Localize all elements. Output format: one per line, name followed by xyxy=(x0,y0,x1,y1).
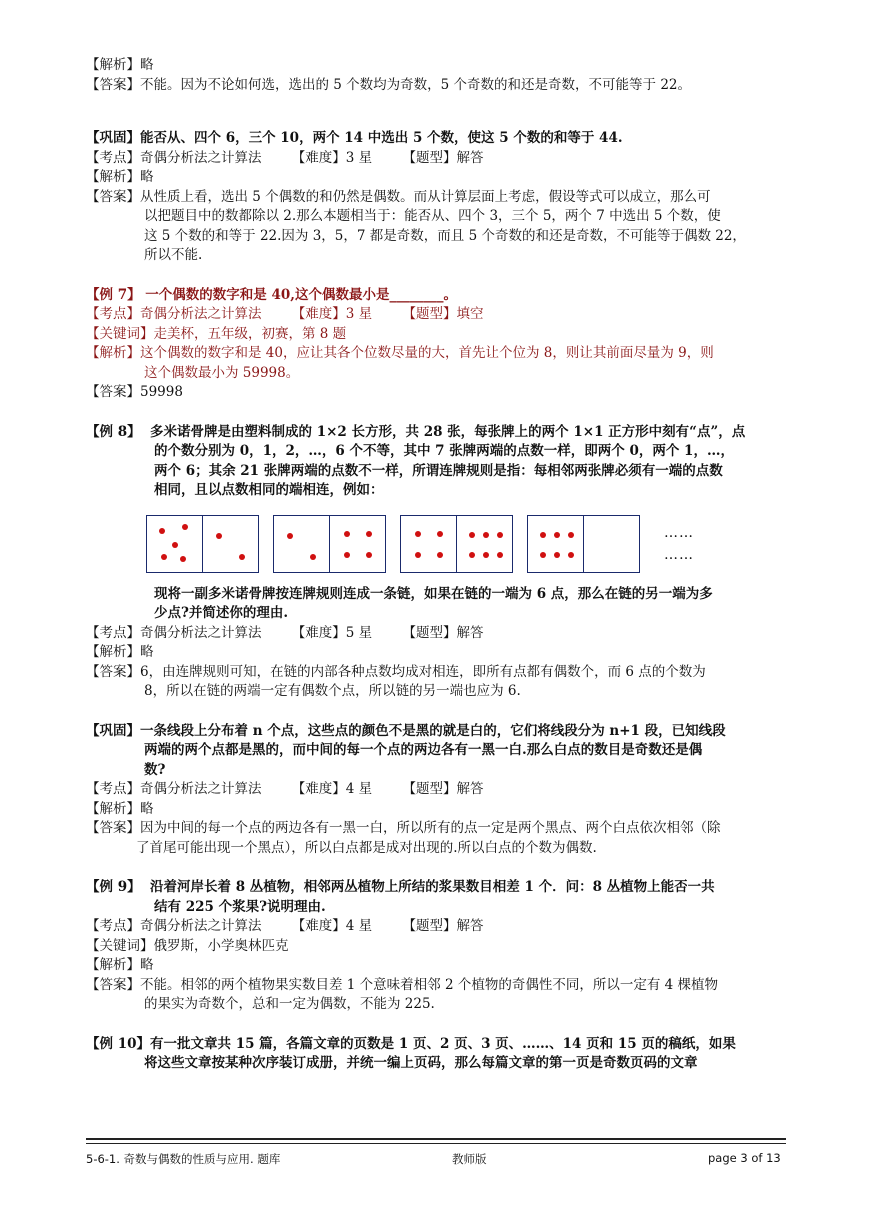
li9-meta: 【考点】奇偶分析法之计算法 【难度】4 星 【题型】解答 xyxy=(86,918,484,934)
domino-tile xyxy=(527,515,640,573)
domino-tile xyxy=(400,515,513,573)
footer-rule-thin xyxy=(86,1143,786,1144)
domino-left-half xyxy=(274,516,329,572)
domino-pip xyxy=(344,552,350,558)
li8-question2-1: 现将一副多米诺骨牌按连牌规则连成一条链，如果在链的一端为 6 点，那么在链的另一端为多 xyxy=(154,585,713,602)
li7-question: 【例 7】 一个偶数的数字和是 40,这个偶数最小是________。 xyxy=(86,286,457,303)
li8-question2-2: 少点?并简述你的理由. xyxy=(154,605,289,621)
footer-left: 5-6-1. 奇数与偶数的性质与应用. 题库 xyxy=(86,1152,281,1166)
domino-pip xyxy=(159,528,165,534)
li9-daan-1: 【答案】不能。相邻的两个植物果实数目差 1 个意味着相邻 2 个植物的奇偶性不同，所以一定有 4 棵植物 xyxy=(86,976,719,993)
li8-daan-1: 【答案】6，由连牌规则可知，在链的内部各种点数均成对相连，即所有点都有偶数个，而 6 点的个数为 xyxy=(86,663,706,680)
domino-right-half xyxy=(583,516,639,572)
domino-pip xyxy=(483,552,489,558)
domino-pip xyxy=(344,531,350,537)
domino-pip xyxy=(415,552,421,558)
li7-jiexi-2: 这个偶数最小为 59998。 xyxy=(144,364,300,381)
domino-pip xyxy=(437,531,443,537)
gonggu1-daan-4: 所以不能. xyxy=(144,247,203,263)
gonggu2-daan-2: 了首尾可能出现一个黑点），所以白点都是成对出现的.所以白点的个数为偶数. xyxy=(136,839,597,856)
li8-question-1: 【例 8】 多米诺骨牌是由塑料制成的 1×2 长方形，共 28 张，每张牌上的两个 1×1 正方形中刻有“点”，点 xyxy=(86,423,746,440)
gonggu2-meta: 【考点】奇偶分析法之计算法 【难度】4 星 【题型】解答 xyxy=(86,781,484,797)
footer-center: 教师版 xyxy=(452,1152,487,1166)
domino-pip xyxy=(469,552,475,558)
gonggu1-daan-1: 【答案】从性质上看，选出 5 个偶数的和仍然是偶数。而从计算层面上考虑，假设等式可以成立，那么可 xyxy=(86,188,711,205)
li9-daan-2: 的果实为奇数个，总和一定为偶数，不能为 225. xyxy=(144,996,435,1012)
gonggu2-question-1: 【巩固】一条线段上分布着 n 个点，这些点的颜色不是黑的就是白的，它们将线段分为 n+1 段，已知线段 xyxy=(86,722,726,739)
li9-question-2: 结有 225 个浆果?说明理由. xyxy=(154,898,326,915)
domino-pip xyxy=(216,533,222,539)
domino-pip xyxy=(497,552,503,558)
domino-pip xyxy=(180,556,186,562)
li8-daan-2: 8，所以在链的两端一定有偶数个点，所以链的另一端也应为 6. xyxy=(144,683,521,699)
domino-pip xyxy=(366,552,372,558)
gonggu2-jiexi: 【解析】略 xyxy=(86,800,154,817)
domino-pip xyxy=(540,532,546,538)
li7-daan: 【答案】59998 xyxy=(86,384,183,400)
domino-pip xyxy=(469,532,475,538)
page-content xyxy=(86,56,786,1074)
li7-keyword: 【关键词】走美杯，五年级，初赛，第 8 题 xyxy=(86,325,347,342)
domino-tile xyxy=(273,515,386,573)
li9-jiexi: 【解析】略 xyxy=(86,957,154,973)
li8-jiexi: 【解析】略 xyxy=(86,644,154,660)
domino-pip xyxy=(161,554,167,560)
domino-right-half xyxy=(329,516,385,572)
gonggu1-daan-3: 这 5 个数的和等于 22.因为 3，5，7 都是奇数，而且 5 个奇数的和还是奇数，不可能等于偶数 22， xyxy=(144,227,746,244)
gonggu2-question-2: 两端的两个点都是黑的，而中间的每一个点的两边各有一黑一白.那么白点的数目是奇数还是偶 xyxy=(144,742,703,758)
domino-pip xyxy=(287,533,293,539)
li9-question-1: 【例 9】 沿着河岸长着 8 丛植物，相邻两丛植物上所结的浆果数目相差 1 个．问：8 丛植物上能否一共 xyxy=(86,879,715,895)
domino-pip xyxy=(172,542,178,548)
domino-pip xyxy=(239,554,245,560)
footer-rule-thick xyxy=(86,1138,786,1140)
domino-pip xyxy=(554,532,560,538)
li10-question-1: 【例 10】有一批文章共 15 篇，各篇文章的页数是 1 页、2 页、3 页、……、14 页和 15 页的稿纸，如果 xyxy=(86,1035,736,1052)
domino-right-half xyxy=(456,516,512,572)
top-jiexi: 【解析】略 xyxy=(86,57,154,73)
domino-tile xyxy=(146,515,259,573)
li8-question-2: 的个数分别为 0，1，2，…，6 个不等，其中 7 张牌两端的点数一样，即两个 0，两个 1，…， xyxy=(154,443,734,459)
domino-pip xyxy=(554,552,560,558)
domino-list xyxy=(146,515,654,573)
gonggu1-daan-2: 以把题目中的数都除以 2.那么本题相当于：能否从、四个 3，三个 5，两个 7 中选出 5 个数，使 xyxy=(144,208,721,224)
gonggu2-question-3: 数? xyxy=(144,761,166,778)
domino-pip xyxy=(437,552,443,558)
domino-pip xyxy=(568,532,574,538)
domino-pip xyxy=(568,552,574,558)
domino-chain xyxy=(146,515,786,573)
domino-pip xyxy=(540,552,546,558)
domino-pip xyxy=(310,554,316,560)
domino-left-half xyxy=(528,516,583,572)
domino-pip xyxy=(366,531,372,537)
li7-meta: 【考点】奇偶分析法之计算法 【难度】3 星 【题型】填空 xyxy=(86,306,484,322)
li7-jiexi-1: 【解析】这个偶数的数字和是 40，应让其各个位数尽量的大，首先让个位为 8，则让其前面尽量为 9，则 xyxy=(86,345,714,361)
top-daan: 【答案】不能。因为不论如何选，选出的 5 个数均为奇数，5 个奇数的和还是奇数，不可能等于 22。 xyxy=(86,76,692,93)
li10-question-2: 将这些文章按某种次序装订成册，并统一编上页码，那么每篇文章的第一页是奇数页码的文章 xyxy=(144,1055,698,1071)
gonggu1-jiexi: 【解析】略 xyxy=(86,169,154,185)
li8-meta: 【考点】奇偶分析法之计算法 【难度】5 星 【题型】解答 xyxy=(86,624,484,641)
domino-pip xyxy=(182,524,188,530)
domino-pip xyxy=(415,531,421,537)
domino-left-half xyxy=(147,516,202,572)
domino-left-half xyxy=(401,516,456,572)
gonggu2-daan-1: 【答案】因为中间的每一个点的两边各有一黑一白，所以所有的点一定是两个黑点、两个白点依次相邻（除 xyxy=(86,820,721,836)
footer-page-number: page 3 of 13 xyxy=(708,1151,781,1165)
more-ellipsis: …… …… xyxy=(664,524,694,563)
li9-keyword: 【关键词】俄罗斯，小学奥林匹克 xyxy=(86,937,289,954)
li8-question-3: 两个 6；其余 21 张牌两端的点数不一样，所谓连牌规则是指：每相邻两张牌必须有一端的点数 xyxy=(154,462,723,479)
li8-question-4: 相同，且以点数相同的端相连，例如： xyxy=(154,482,384,498)
gonggu1-meta: 【考点】奇偶分析法之计算法 【难度】3 星 【题型】解答 xyxy=(86,149,484,166)
domino-right-half xyxy=(202,516,258,572)
domino-pip xyxy=(483,532,489,538)
gonggu1-question: 【巩固】能否从、四个 6，三个 10，两个 14 中选出 5 个数，使这 5 个数的和等于 44. xyxy=(86,130,623,146)
domino-pip xyxy=(497,532,503,538)
